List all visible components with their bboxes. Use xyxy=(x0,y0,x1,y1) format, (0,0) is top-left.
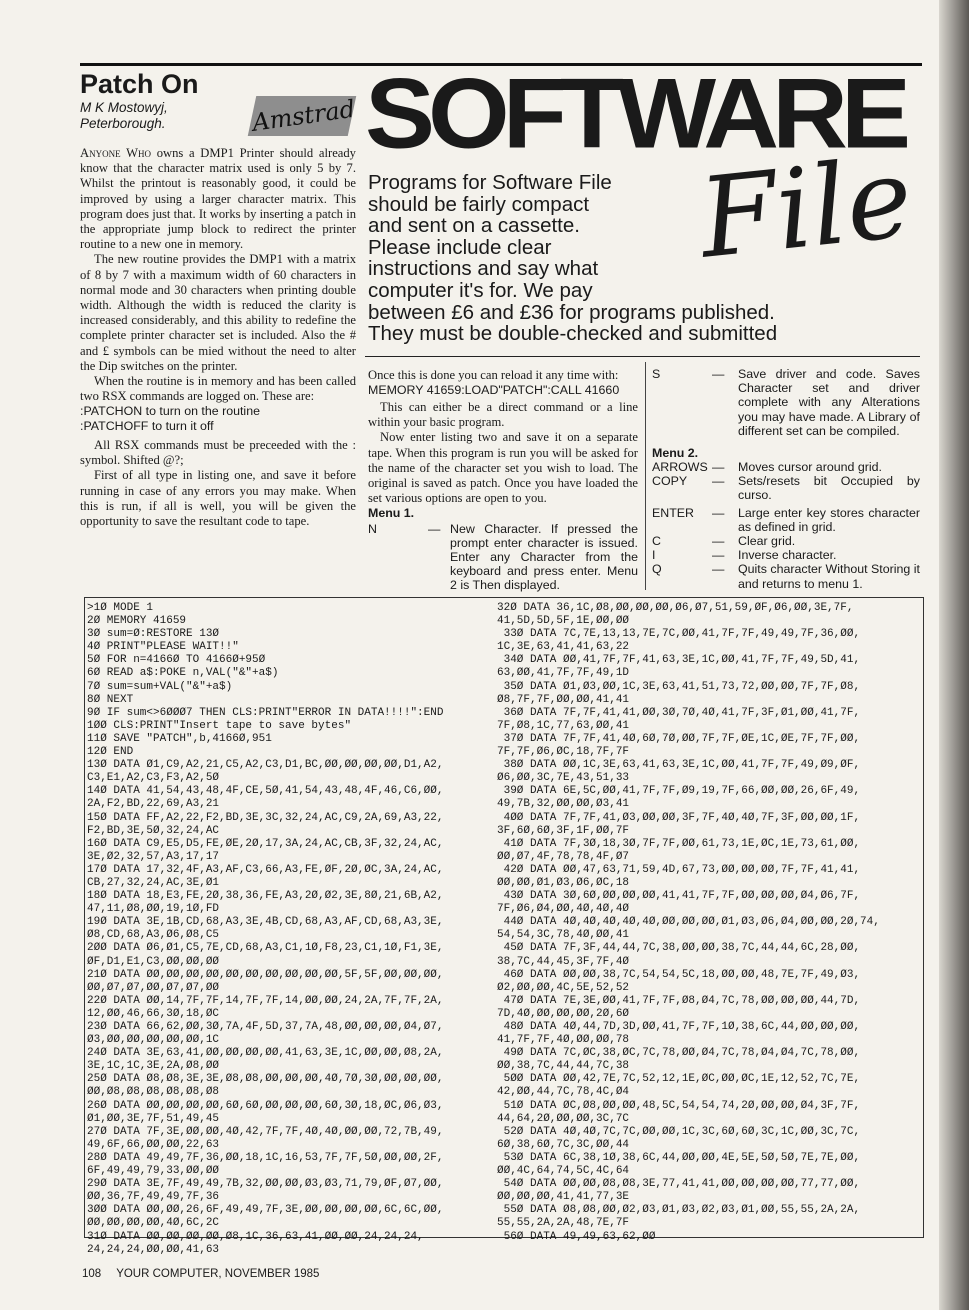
listing-line: 15Ø DATA FF,A2,22,F2,BD,3E,3C,32,24,AC,C9,2A,69,A3,22, xyxy=(87,811,444,824)
submission-notice xyxy=(368,172,888,345)
listing-line: 46Ø DATA ØØ,ØØ,38,7C,54,54,5C,18,ØØ,ØØ,48,7E,7F,49,Ø3, xyxy=(497,968,861,981)
listing-line: 7F,Ø8,1C,77,63,ØØ,41 xyxy=(497,719,630,732)
listing-line: 51Ø DATA ØC,Ø8,ØØ,ØØ,48,5C,54,54,74,2Ø,ØØ,ØØ,Ø4,3F,7F, xyxy=(497,1099,861,1112)
listing-line: 52Ø DATA 4Ø,4Ø,7C,7C,ØØ,ØØ,1C,3C,6Ø,6Ø,3C,1C,ØØ,3C,7C, xyxy=(497,1125,861,1138)
listing-line: 1C,3E,63,41,41,63,22 xyxy=(497,641,630,654)
listing-line: 41,5D,5D,5F,1E,ØØ,ØØ xyxy=(497,615,630,628)
listing-line: ØØ,36,7F,49,49,7F,36 xyxy=(87,1191,220,1204)
author-location: Peterborough. xyxy=(80,116,166,131)
notice-line: should be fairly compact xyxy=(368,192,590,216)
notice-line: Please include clear xyxy=(368,235,552,259)
listing-line: 56Ø DATA 49,49,63,62,ØØ xyxy=(497,1230,656,1243)
listing-line: 7F,7F,Ø6,ØC,18,7F,7F xyxy=(497,746,630,759)
listing-line: ØØ,ØØ,ØØ,ØØ,4Ø,6C,2C xyxy=(87,1217,220,1230)
listing-line: 19Ø DATA 3E,1B,CD,68,A3,3E,4B,CD,68,A3,AF,CD,68,A3,3E, xyxy=(87,916,444,929)
command-patchoff: :PATCHOFF to turn it off xyxy=(80,419,214,434)
listing-line: 43Ø DATA 3Ø,6Ø,ØØ,ØØ,ØØ,41,41,7F,7F,ØØ,ØØ,ØØ,Ø4,Ø6,7F, xyxy=(497,890,861,903)
listing-line: CB,27,32,24,AC,3E,Ø1 xyxy=(87,876,220,889)
listing-line: 53Ø DATA 6C,38,1Ø,38,6C,44,ØØ,ØØ,4E,5E,5Ø,5Ø,7E,7E,ØØ, xyxy=(497,1151,861,1164)
listing-line: 39Ø DATA 6E,5C,ØØ,41,7F,7F,Ø9,19,7F,66,ØØ,ØØ,26,6F,49, xyxy=(497,785,861,798)
listing-line: 55,55,2A,2A,48,7E,7F xyxy=(497,1217,630,1230)
listing-line: 1ØØ CLS:PRINT"Insert tape to save bytes" xyxy=(87,719,352,732)
listing-line: 3F,6Ø,6Ø,3F,1F,ØØ,7F xyxy=(497,824,630,837)
listing-line: 29Ø DATA 3E,7F,49,49,7B,32,ØØ,ØØ,Ø3,Ø3,71,79,ØF,Ø7,ØØ, xyxy=(87,1178,444,1191)
listing-line: 28Ø DATA 49,49,7F,36,ØØ,18,1C,16,53,7F,7F,5Ø,ØØ,ØØ,2F, xyxy=(87,1151,444,1164)
listing-line: 33Ø DATA 7C,7E,13,13,7E,7C,ØØ,41,7F,7F,49,49,7F,36,ØØ, xyxy=(497,628,861,641)
notice-line: and sent on a cassette. xyxy=(368,214,580,238)
menu-2-option: ARROWS — Moves cursor around grid. xyxy=(652,460,882,475)
listing-line: Ø1,ØØ,3E,7F,51,49,45 xyxy=(87,1112,220,1125)
listing-line: ØØ,4C,64,74,5C,4C,64 xyxy=(497,1165,630,1178)
listing-line: 23Ø DATA 66,62,ØØ,3Ø,7A,4F,5D,37,7A,48,ØØ,ØØ,ØØ,Ø4,Ø7, xyxy=(87,1021,444,1033)
listing-line: 17Ø DATA 17,32,4F,A3,AF,C3,66,A3,FE,ØF,2Ø,ØC,3A,24,AC, xyxy=(87,863,444,876)
menu-1-title: Menu 1. xyxy=(368,506,415,521)
listing-line: 49,6F,66,ØØ,ØØ,22,63 xyxy=(87,1138,220,1151)
listing-line: 55Ø DATA Ø8,Ø8,ØØ,Ø2,Ø3,Ø1,Ø3,Ø2,Ø3,Ø1,ØØ,55,55,2A,2A, xyxy=(497,1204,861,1217)
listing-line: 6Ø,38,6Ø,7C,3C,ØØ,44 xyxy=(497,1138,630,1151)
file-script-heading: File xyxy=(693,133,918,283)
listing-line: 42,ØØ,44,7C,78,4C,Ø4 xyxy=(497,1086,630,1099)
notice-line: They must be double-checked and submitted xyxy=(368,322,778,346)
listing-line: 25Ø DATA Ø8,Ø8,3E,3E,Ø8,Ø8,ØØ,ØØ,ØØ,4Ø,7Ø,3Ø,ØØ,ØØ,ØØ, xyxy=(87,1073,444,1086)
listing-line: 5ØØ DATA ØØ,42,7E,7C,52,12,1E,ØC,ØØ,ØC,1E,12,52,7C,7E, xyxy=(497,1073,861,1086)
listing-line: ØØ,ØØ,ØØ,41,41,77,3E xyxy=(497,1191,630,1204)
listing-line: 54,54,3C,78,4Ø,ØØ,41 xyxy=(497,929,630,942)
listing-line: Ø6,ØØ,3C,7E,43,51,33 xyxy=(497,772,630,785)
menu-2-option: I — Inverse character. xyxy=(652,548,837,563)
listing-line: 24,24,24,ØØ,ØØ,41,63 xyxy=(87,1243,220,1256)
listing-right-column xyxy=(497,602,880,1244)
article-title: Patch On xyxy=(80,69,199,99)
listing-line: 18Ø DATA 18,E3,FE,2Ø,38,36,FE,A3,2Ø,Ø2,3E,8Ø,21,6B,A2, xyxy=(87,890,444,903)
listing-line: 48Ø DATA 4Ø,44,7D,3D,ØØ,41,7F,7F,1Ø,38,6C,44,ØØ,ØØ,ØØ, xyxy=(497,1021,861,1033)
listing-line: 7Ø sum=sum+VAL("&"+a$) xyxy=(87,680,233,693)
paragraph-7: This can either be a direct command or a line within your basic program. xyxy=(368,400,638,430)
menu-2-option: ENTER — Large enter key stores character as defined in grid. xyxy=(652,505,920,534)
listing-line: 47Ø DATA 7E,3E,ØØ,41,7F,7F,Ø8,Ø4,7C,78,ØØ,ØØ,ØØ,44,7D, xyxy=(497,994,861,1007)
listing-line: ØØ,Ø7,4F,78,78,4F,Ø7 xyxy=(497,850,630,863)
magazine-issue: YOUR COMPUTER, NOVEMBER 1985 xyxy=(116,1268,320,1280)
listing-line: 13Ø DATA Ø1,C9,A2,21,C5,A2,C3,D1,BC,ØØ,ØØ,ØØ,ØØ,D1,A2, xyxy=(87,759,444,772)
author-name: M K Mostowyj, xyxy=(80,100,168,115)
listing-line: 16Ø DATA C9,E5,D5,FE,ØE,2Ø,17,3A,24,AC,CB,3F,32,24,AC, xyxy=(87,837,444,850)
listing-line: 49,7B,32,ØØ,ØØ,Ø3,41 xyxy=(497,798,630,811)
listing-line: 32Ø DATA 36,1C,Ø8,ØØ,ØØ,ØØ,Ø6,Ø7,51,59,ØF,Ø6,ØØ,3E,7F, xyxy=(497,602,854,614)
listing-line: 44,64,2Ø,ØØ,ØØ,3C,7C xyxy=(497,1112,630,1125)
listing-line: 31Ø DATA ØØ,ØØ,ØØ,ØØ,Ø8,1C,36,63,41,ØØ,ØØ,24,24,24, xyxy=(87,1230,424,1243)
paragraph-4: All RSX commands must be preceeded with the : symbol. Shifted @?; xyxy=(80,438,356,468)
listing-line: 3E,Ø2,32,57,A3,17,17 xyxy=(87,850,220,863)
command-patchon: :PATCHON to turn on the routine xyxy=(80,404,260,419)
listing-line: 9Ø IF sum<>6ØØØ7 THEN CLS:PRINT"ERROR IN DATA!!!!":END xyxy=(87,706,444,719)
listing-line: 34Ø DATA ØØ,41,7F,7F,41,63,3E,1C,ØØ,41,7F,7F,49,5D,41, xyxy=(497,654,861,667)
listing-line: 12Ø END xyxy=(87,746,134,759)
listing-line: ØØ,ØØ,Ø1,Ø3,Ø6,ØC,18 xyxy=(497,876,630,889)
menu-1-option: N — New Character. If pressed the prompt enter character is issued. Enter any Character from the keyboard and press enter. Menu 2 is Then displayed. xyxy=(368,521,638,593)
paragraph-2: The new routine provides the DMP1 with a matrix of 8 by 7 with a maximum width of 60 characters in normal mode and 30 characters when printing double width. Although the width is reduced the clarity is increased considerably, and this ability to redefine the complete printer character set is included. Also the # and £ symbols can be mied without the need to alter the Dip switches on the printer. xyxy=(80,252,356,373)
listing-line: 41,7F,7F,4Ø,ØØ,ØØ,78 xyxy=(497,1034,630,1047)
menu-2-option: COPY — Sets/resets bit Occupied by curso. xyxy=(652,474,920,503)
listing-line: 11Ø SAVE "PATCH",b,4166Ø,951 xyxy=(87,732,272,745)
paragraph-1: Anyone Who owns a DMP1 Printer should already know that the character matrix used is only 5 by 7. Whilst the printout is reasonably good, it could be improved by using a larger character matrix. This program does just that. It works by inserting a patch in the appropriate jump block to redirect the printer routine to a new one in memory. xyxy=(80,146,356,252)
listing-line: 26Ø DATA ØØ,ØØ,ØØ,ØØ,6Ø,6Ø,ØØ,ØØ,ØØ,6Ø,3Ø,18,ØC,Ø6,Ø3, xyxy=(87,1099,444,1112)
paragraph-3: When the routine is in memory and has been called two RSX commands are logged on. These are: xyxy=(80,374,356,404)
listing-line: ØØ,Ø7,Ø7,ØØ,Ø7,Ø7,ØØ xyxy=(87,981,220,994)
listing-line: 14Ø DATA 41,54,43,48,4F,CE,5Ø,41,54,43,48,4F,46,C6,ØØ, xyxy=(87,785,444,798)
article-left-column xyxy=(80,68,356,529)
page-edge-shadow xyxy=(939,0,969,1310)
column-divider xyxy=(645,362,646,590)
page-number: 108 xyxy=(82,1268,102,1280)
listing-line: 45Ø DATA 7F,3F,44,44,7C,38,ØØ,ØØ,38,7C,44,44,6C,28,ØØ, xyxy=(497,942,861,955)
software-heading: SOFTWARE xyxy=(365,58,904,170)
program-listing xyxy=(84,597,924,1256)
listing-line: ØF,D1,E1,C3,ØØ,ØØ,ØØ xyxy=(87,955,220,968)
notice-line: computer it's for. We pay xyxy=(368,278,593,302)
page-footer xyxy=(82,1268,331,1280)
listing-left-column xyxy=(87,602,443,1257)
listing-line: 35Ø DATA Ø1,Ø3,ØØ,1C,3E,63,41,51,73,72,ØØ,ØØ,7F,7F,Ø8, xyxy=(497,680,861,693)
listing-line: C3,E1,A2,C3,F3,A2,5Ø xyxy=(87,772,220,785)
paragraph-5: First of all type in listing one, and save it before running in case of any errors you may make. When this is run, if all is well, you will be given the opportunity to save the resultant code to tape. xyxy=(80,468,356,529)
memory-command: MEMORY 41659:LOAD"PATCH":CALL 41660 xyxy=(368,383,620,398)
listing-line: 49Ø DATA 7C,ØC,38,ØC,7C,78,ØØ,Ø4,7C,78,Ø4,Ø4,7C,78,ØØ, xyxy=(497,1047,861,1060)
listing-line: 22Ø DATA ØØ,14,7F,7F,14,7F,7F,14,ØØ,ØØ,24,2A,7F,7F,2A, xyxy=(87,994,444,1007)
listing-line: 8Ø NEXT xyxy=(87,693,134,706)
article-body xyxy=(80,146,356,529)
listing-line: 4ØØ DATA 7F,7F,41,Ø3,ØØ,ØØ,3F,7F,4Ø,4Ø,7F,3F,ØØ,ØØ,1F, xyxy=(497,811,861,824)
listing-line: 2A,F2,BD,22,69,A3,21 xyxy=(87,798,220,811)
header-rule xyxy=(365,356,920,357)
listing-line: 21Ø DATA ØØ,ØØ,ØØ,ØØ,ØØ,ØØ,ØØ,ØØ,ØØ,ØØ,5F,5F,ØØ,ØØ,ØØ, xyxy=(87,968,444,981)
article-right-column xyxy=(652,367,920,591)
notice-line: between £6 and £36 for programs published. xyxy=(368,300,775,324)
article-middle-column xyxy=(368,360,638,593)
listing-line: 2ØØ DATA Ø6,Ø1,C5,7E,CD,68,A3,C1,1Ø,F8,23,C1,1Ø,F1,3E, xyxy=(87,942,444,955)
paragraph-8: Now enter listing two and save it on a separate tape. When this program is run you will be asked for the name of the character set you wish to load. The original is saved as patch. Once you have loaded the set various options are open to you. xyxy=(368,430,638,506)
listing-line: 38Ø DATA ØØ,1C,3E,63,41,63,3E,1C,ØØ,41,7F,7F,49,Ø9,ØF, xyxy=(497,759,861,772)
listing-line: 44Ø DATA 4Ø,4Ø,4Ø,4Ø,4Ø,ØØ,ØØ,ØØ,Ø1,Ø3,Ø6,Ø4,ØØ,ØØ,2Ø,74, xyxy=(497,916,880,929)
listing-line: Ø2,ØØ,ØØ,4C,5E,52,52 xyxy=(497,981,630,994)
listing-line: 6Ø READ a$:POKE n,VAL("&"+a$) xyxy=(87,667,279,680)
listing-line: Ø3,ØØ,ØØ,ØØ,ØØ,ØØ,1C xyxy=(87,1034,220,1047)
paragraph-6: Once this is done you can reload it any time with: xyxy=(368,368,619,382)
listing-line: 63,ØØ,41,7F,7F,49,1D xyxy=(497,667,630,680)
listing-line: 42Ø DATA ØØ,47,63,71,59,4D,67,73,ØØ,ØØ,ØØ,7F,7F,41,41, xyxy=(497,863,861,876)
listing-line: 38,7C,44,45,3F,7F,4Ø xyxy=(497,955,630,968)
listing-line: ØØ,38,7C,44,44,7C,38 xyxy=(497,1060,630,1073)
listing-line: 27Ø DATA 7F,3E,ØØ,ØØ,4Ø,42,7F,7F,4Ø,4Ø,ØØ,ØØ,72,7B,49, xyxy=(87,1125,444,1138)
listing-line: 3E,1C,1C,3E,2A,Ø8,ØØ xyxy=(87,1060,220,1073)
menu-1-option: S — Save driver and code. Saves Character set and driver complete with any Alterations you may have made. A Library of different set can be compiled. xyxy=(652,367,920,438)
notice-line: instructions and say what xyxy=(368,257,599,281)
listing-line: 24Ø DATA 3E,63,41,ØØ,ØØ,ØØ,ØØ,41,63,3E,1C,ØØ,ØØ,Ø8,2A, xyxy=(87,1047,444,1060)
listing-line: 41Ø DATA 7F,3Ø,18,3Ø,7F,7F,ØØ,61,73,1E,ØC,1E,73,61,ØØ, xyxy=(497,837,861,850)
menu-2-title: Menu 2. xyxy=(652,446,699,461)
menu-2-option: C — Clear grid. xyxy=(652,534,796,549)
listing-line: 5Ø FOR n=4166Ø TO 4166Ø+95Ø xyxy=(87,654,266,667)
amstrad-badge: Amstrad xyxy=(248,96,357,136)
listing-line: >1Ø MODE 1 xyxy=(87,602,154,614)
listing-line: 37Ø DATA 7F,7F,41,4Ø,6Ø,7Ø,ØØ,7F,7F,ØE,1C,ØE,7F,7F,ØØ, xyxy=(497,732,861,745)
listing-line: 47,11,Ø8,ØØ,19,1Ø,FD xyxy=(87,903,220,916)
listing-line: 3ØØ DATA ØØ,ØØ,26,6F,49,49,7F,3E,ØØ,ØØ,ØØ,ØØ,6C,6C,ØØ, xyxy=(87,1204,444,1217)
listing-line: 54Ø DATA ØØ,ØØ,Ø8,Ø8,3E,77,41,41,ØØ,ØØ,ØØ,ØØ,77,77,ØØ, xyxy=(497,1178,861,1191)
listing-line: 4Ø PRINT"PLEASE WAIT!!" xyxy=(87,641,239,654)
listing-line: 2Ø MEMORY 41659 xyxy=(87,615,187,628)
listing-line: 6F,49,49,79,33,ØØ,ØØ xyxy=(87,1165,220,1178)
notice-line: Programs for Software File xyxy=(368,171,612,194)
listing-line: 7D,4Ø,ØØ,ØØ,ØØ,2Ø,6Ø xyxy=(497,1007,630,1020)
listing-line: Ø8,CD,68,A3,Ø6,Ø8,C5 xyxy=(87,929,220,942)
listing-line: 36Ø DATA 7F,7F,41,41,ØØ,3Ø,7Ø,4Ø,41,7F,3F,Ø1,ØØ,41,7F, xyxy=(497,706,861,719)
listing-line: Ø8,7F,7F,ØØ,ØØ,41,41 xyxy=(497,693,630,706)
menu-2-option: Q — Quits character Without Storing it and returns to menu 1. xyxy=(652,562,920,591)
listing-line: F2,BD,3E,5Ø,32,24,AC xyxy=(87,824,220,837)
listing-line: 12,ØØ,46,66,3Ø,18,ØC xyxy=(87,1007,220,1020)
listing-line: 3Ø sum=Ø:RESTORE 13Ø xyxy=(87,628,220,641)
listing-line: 7F,Ø6,Ø4,ØØ,4Ø,4Ø,4Ø xyxy=(497,903,630,916)
listing-line: ØØ,Ø8,Ø8,Ø8,Ø8,Ø8,Ø8 xyxy=(87,1086,220,1099)
